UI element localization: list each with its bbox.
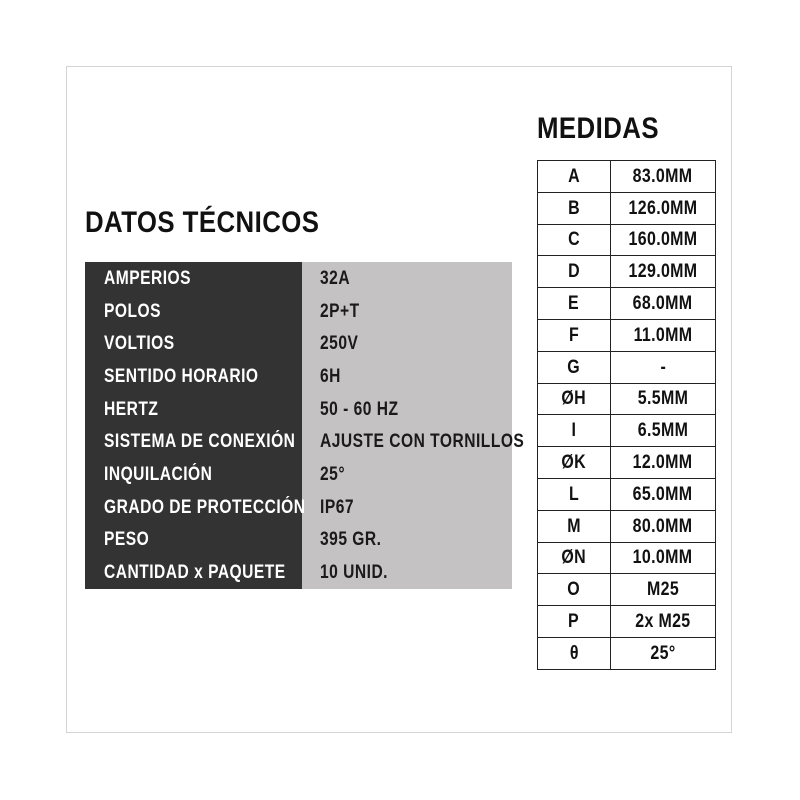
spec-row xyxy=(85,393,512,426)
spec-value-cell xyxy=(302,524,512,557)
spec-value-cell xyxy=(302,556,512,589)
measure-row xyxy=(538,351,716,383)
measure-row xyxy=(538,192,716,224)
measure-key: ØN xyxy=(561,547,587,569)
measure-row xyxy=(538,606,716,638)
measure-value: 65.0MM xyxy=(633,483,693,505)
spec-label-cell xyxy=(85,425,302,458)
measure-row xyxy=(538,288,716,320)
spec-value: 10 UNID. xyxy=(320,562,389,584)
measure-value-cell xyxy=(611,256,716,288)
measure-key-cell xyxy=(538,415,611,447)
spec-row xyxy=(85,360,512,393)
measure-key: P xyxy=(568,611,580,633)
spec-value-cell xyxy=(302,425,525,458)
spec-label: POLOS xyxy=(104,300,162,322)
measure-value-cell xyxy=(611,351,716,383)
spec-value-cell xyxy=(302,491,512,524)
measure-key: A xyxy=(568,165,580,187)
measure-key-cell xyxy=(538,447,611,479)
measure-value: 2x M25 xyxy=(635,611,691,633)
measure-key-cell xyxy=(538,351,611,383)
spec-label-cell xyxy=(85,262,302,295)
measure-value: 80.0MM xyxy=(633,515,693,537)
spec-label-cell xyxy=(85,491,306,524)
spec-label-cell xyxy=(85,360,302,393)
spec-value-cell xyxy=(302,393,512,426)
spec-row xyxy=(85,524,512,557)
spec-value-cell xyxy=(302,458,512,491)
spec-label: PESO xyxy=(104,529,150,551)
measure-key-cell xyxy=(538,637,611,669)
measure-row xyxy=(538,542,716,574)
spec-row xyxy=(85,262,512,295)
measure-key-cell xyxy=(538,383,611,415)
measure-key: G xyxy=(567,356,581,378)
measure-value: - xyxy=(660,356,666,378)
measure-key: F xyxy=(568,324,580,346)
measure-key: C xyxy=(568,229,580,251)
spec-label: SISTEMA DE CONEXIÓN xyxy=(104,431,296,453)
measure-key-cell xyxy=(538,256,611,288)
spec-label-cell xyxy=(85,524,302,557)
measure-value-cell xyxy=(611,288,716,320)
measure-key-cell xyxy=(538,574,611,606)
spec-value-cell xyxy=(302,295,512,328)
measure-key: θ xyxy=(569,642,579,664)
measure-row xyxy=(538,256,716,288)
measure-key: ØH xyxy=(561,388,587,410)
measure-value-cell xyxy=(611,415,716,447)
measure-value-cell xyxy=(611,510,716,542)
spec-value: 2P+T xyxy=(320,300,360,322)
measure-value: 68.0MM xyxy=(633,293,693,315)
measure-value: 126.0MM xyxy=(628,197,698,219)
spec-label: HERTZ xyxy=(104,398,159,420)
measure-value-cell xyxy=(611,542,716,574)
measure-key: ØK xyxy=(561,452,587,474)
measure-row xyxy=(538,478,716,510)
spec-row xyxy=(85,295,512,328)
spec-label: AMPERIOS xyxy=(104,267,192,289)
measure-value: M25 xyxy=(646,579,680,601)
spec-row xyxy=(85,425,512,458)
measure-row xyxy=(538,383,716,415)
measure-row xyxy=(538,637,716,669)
measure-value-cell xyxy=(611,224,716,256)
measure-row xyxy=(538,574,716,606)
measure-row xyxy=(538,415,716,447)
spec-label: VOLTIOS xyxy=(104,333,175,355)
spec-label-cell xyxy=(85,556,302,589)
measure-key: M xyxy=(567,515,581,537)
measure-value-cell xyxy=(611,319,716,351)
measure-value-cell xyxy=(611,192,716,224)
measure-value: 6.5MM xyxy=(637,420,689,442)
measure-row xyxy=(538,224,716,256)
measure-key: B xyxy=(568,197,580,219)
spec-value: AJUSTE CON TORNILLOS xyxy=(320,431,525,453)
measure-value: 12.0MM xyxy=(633,452,693,474)
spec-label-cell xyxy=(85,458,302,491)
measure-row xyxy=(538,319,716,351)
spec-value: 25° xyxy=(320,463,346,485)
measure-key-cell xyxy=(538,224,611,256)
measure-value: 83.0MM xyxy=(633,165,693,187)
measure-row xyxy=(538,161,716,193)
measure-value-cell xyxy=(611,447,716,479)
measure-key-cell xyxy=(538,542,611,574)
spec-value: 32A xyxy=(320,267,351,289)
spec-value: 50 - 60 HZ xyxy=(320,398,399,420)
spec-label: INQUILACIÓN xyxy=(104,463,213,485)
spec-value: 395 GR. xyxy=(320,529,382,551)
measure-value-cell xyxy=(611,637,716,669)
measure-value-cell xyxy=(611,383,716,415)
datos-tecnicos-table xyxy=(85,262,525,589)
measure-key: I xyxy=(571,420,577,442)
measure-key: D xyxy=(568,261,580,283)
measure-key-cell xyxy=(538,510,611,542)
spec-label: GRADO DE PROTECCIÓN xyxy=(104,496,306,518)
spec-label-cell xyxy=(85,295,302,328)
spec-value-cell xyxy=(302,360,512,393)
measure-value: 5.5MM xyxy=(637,388,689,410)
spec-label-cell xyxy=(85,393,302,426)
spec-row xyxy=(85,491,512,524)
spec-value-cell xyxy=(302,262,512,295)
spec-row xyxy=(85,458,512,491)
spec-value-cell xyxy=(302,327,512,360)
measure-row xyxy=(538,510,716,542)
measure-key-cell xyxy=(538,478,611,510)
measure-value: 25° xyxy=(650,642,676,664)
spec-row xyxy=(85,327,512,360)
spec-label: CANTIDAD x PAQUETE xyxy=(104,562,286,584)
measure-value: 11.0MM xyxy=(633,324,693,346)
measure-key-cell xyxy=(538,161,611,193)
measure-value-cell xyxy=(611,478,716,510)
measure-key: E xyxy=(568,293,580,315)
measure-value-cell xyxy=(611,606,716,638)
medidas-title: MEDIDAS xyxy=(537,112,659,145)
measure-value-cell xyxy=(611,574,716,606)
measure-value: 10.0MM xyxy=(633,547,693,569)
measure-value: 129.0MM xyxy=(628,261,698,283)
spec-value: IP67 xyxy=(320,496,355,518)
spec-row xyxy=(85,556,512,589)
measure-key-cell xyxy=(538,319,611,351)
measure-key-cell xyxy=(538,192,611,224)
spec-value: 6H xyxy=(320,365,341,387)
spec-label: SENTIDO HORARIO xyxy=(104,365,259,387)
spec-label-cell xyxy=(85,327,302,360)
measure-key-cell xyxy=(538,288,611,320)
measure-key: L xyxy=(568,483,580,505)
measure-key: O xyxy=(567,579,581,601)
measure-row xyxy=(538,447,716,479)
medidas-table xyxy=(537,160,716,670)
measure-key-cell xyxy=(538,606,611,638)
measure-value-cell xyxy=(611,161,716,193)
measure-value: 160.0MM xyxy=(628,229,698,251)
spec-value: 250V xyxy=(320,333,359,355)
datos-tecnicos-title: DATOS TÉCNICOS xyxy=(85,206,320,239)
